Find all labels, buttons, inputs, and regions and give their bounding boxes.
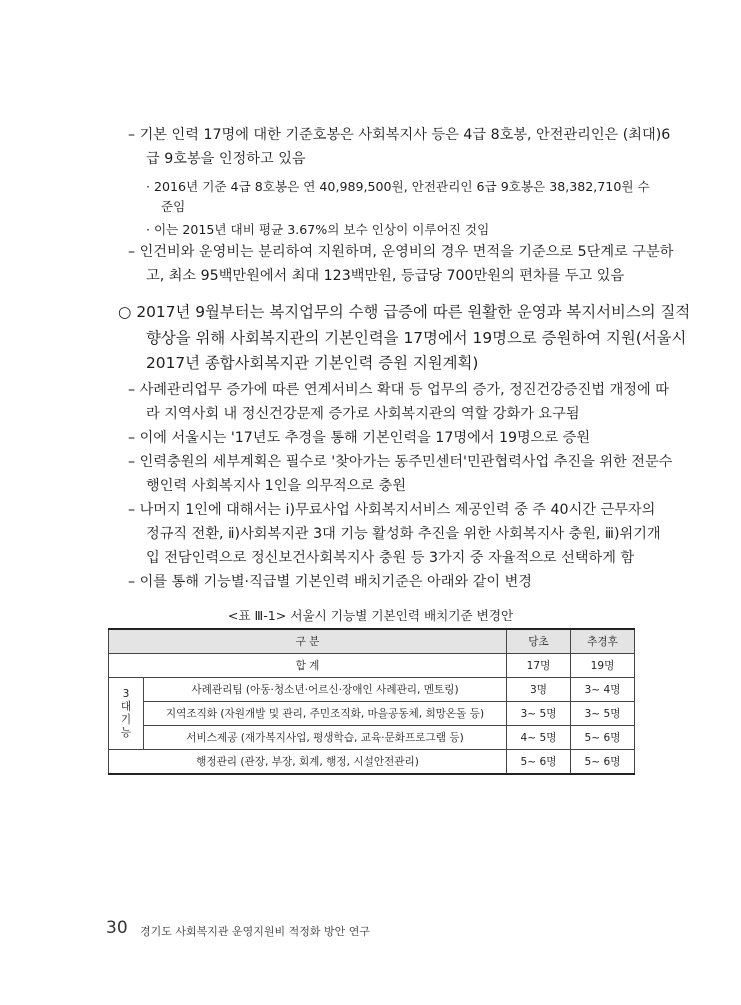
dot-item-1-line-1: · 2016년 기준 4급 8호봉은 연 40,989,500원, 안전관리인 6급 9호봉은 38,382,710원 수 [146, 179, 650, 194]
admin-before: 5~ 6명 [507, 750, 571, 775]
dash-item-6-line-1: – 나머지 1인에 대해서는 ⅰ)무료사업 사회복지서비스 제공인력 중 주 40시간 근무자의 [128, 502, 656, 518]
dash-item-4: – 이에 서울시는 '17년도 추경을 통해 기본인력을 17명에서 19명으로 증원 [128, 430, 591, 446]
total-label: 합 계 [109, 654, 507, 678]
group-label-char: 기 [120, 713, 132, 726]
dash-item-6-line-2: 정규직 전환, ⅱ)사회복지관 3대 기능 활성화 추진을 위한 사회복지사 충원, ⅲ)위기개 [146, 526, 661, 542]
header-category: 구 분 [109, 629, 507, 654]
group-label-three-functions [109, 678, 144, 750]
admin-after: 5~ 6명 [571, 750, 635, 775]
row-after: 3~ 4명 [571, 678, 635, 702]
circle-item-line-3: 2017년 종합사회복지관 기본인력 증원 지원계획) [146, 354, 479, 372]
staffing-table [108, 628, 635, 775]
row-label: 서비스제공 (재가복지사업, 평생학습, 교육·문화프로그램 등) [144, 726, 507, 750]
dash-item-1-line-2: 급 9호봉을 인정하고 있음 [146, 151, 306, 167]
table-row [109, 702, 635, 726]
dash-item-2-line-2: 고, 최소 95백만원에서 최대 123백만원, 등급당 700만원의 편차를 두고 있음 [146, 268, 625, 284]
row-label: 지역조직화 (자원개발 및 관리, 주민조직화, 마을공동체, 희망온돌 등) [144, 702, 507, 726]
table-header-row [109, 629, 635, 654]
admin-label: 행정관리 (관장, 부장, 회계, 행정, 시설안전관리) [109, 750, 507, 775]
total-before: 17명 [507, 654, 571, 678]
table-admin-row [109, 750, 635, 775]
group-label-char: 능 [120, 726, 132, 739]
dash-item-6-line-3: 입 전담인력으로 정신보건사회복지사 충원 등 3가지 중 자율적으로 선택하게 함 [146, 550, 635, 566]
dot-item-1-line-2: 준임 [161, 199, 186, 214]
dash-item-2-line-1: – 인건비와 운영비는 분리하여 지원하며, 운영비의 경우 면적을 기준으로 5단계로 구분하 [128, 244, 674, 260]
row-before: 3명 [507, 678, 571, 702]
header-before: 당초 [507, 629, 571, 654]
row-after: 5~ 6명 [571, 726, 635, 750]
table-total-row [109, 654, 635, 678]
row-before: 3~ 5명 [507, 702, 571, 726]
table-caption: <표 Ⅲ-1> 서울시 기능별 기본인력 배치기준 변경안 [227, 608, 514, 623]
dash-item-3-line-2: 라 지역사회 내 정신건강문제 증가로 사회복지관의 역할 강화가 요구됨 [146, 406, 580, 422]
dash-item-7: – 이를 통해 기능별·직급별 기본인력 배치기준은 아래와 같이 변경 [128, 574, 533, 590]
circle-item-line-1: ○ 2017년 9월부터는 복지업무의 수행 급증에 따른 원활한 운영과 복지서비스의 질적 [118, 303, 691, 321]
dot-item-2: · 이는 2015년 대비 평균 3.67%의 보수 인상이 이루어진 것임 [146, 222, 490, 237]
dash-item-5-line-2: 행인력 사회복지사 1인을 의무적으로 충원 [146, 478, 407, 494]
row-after: 3~ 5명 [571, 702, 635, 726]
row-before: 4~ 5명 [507, 726, 571, 750]
group-label-char: 3 [122, 687, 130, 700]
dash-item-5-line-1: – 인력충원의 세부계획은 필수로 '찾아가는 동주민센터'민관협력사업 추진을 위한 전문수 [128, 454, 673, 470]
page-number: 30 [106, 918, 128, 938]
header-after: 추경후 [571, 629, 635, 654]
row-label: 사례관리팀 (아동·청소년·어르신·장애인 사례관리, 멘토링) [144, 678, 507, 702]
total-after: 19명 [571, 654, 635, 678]
table-row [109, 726, 635, 750]
table-row [109, 678, 635, 702]
dash-item-3-line-1: – 사례관리업무 증가에 따른 연계서비스 확대 등 업무의 증가, 정진건강증진법 개정에 따 [128, 382, 669, 398]
circle-item-line-2: 향상을 위해 사회복지관의 기본인력을 17명에서 19명으로 증원하여 지원(서울시 [146, 329, 687, 347]
dash-item-1-line-1: – 기본 인력 17명에 대한 기준호봉은 사회복지사 등은 4급 8호봉, 안전관리인은 (최대)6 [128, 127, 671, 143]
group-label-char: 대 [120, 700, 132, 713]
running-title: 경기도 사회복지관 운영지원비 적정화 방안 연구 [140, 925, 371, 938]
